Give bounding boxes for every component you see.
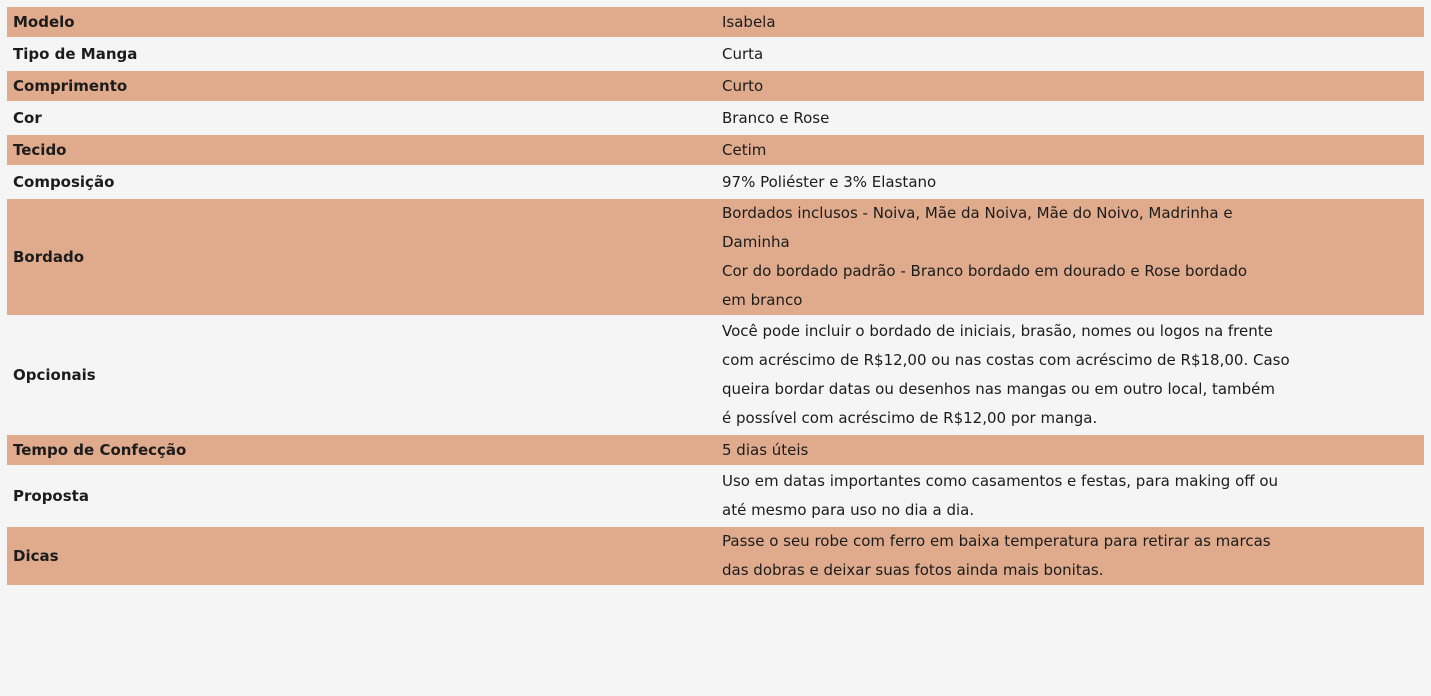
spec-value	[715, 39, 1424, 69]
spec-label: Tempo de Confecção	[7, 435, 715, 465]
spec-row-tipo-de-manga	[7, 39, 1424, 69]
spec-row-tecido	[7, 135, 1424, 165]
spec-row-composicao	[7, 167, 1424, 197]
spec-row-opcionais	[7, 317, 1424, 433]
spec-value-line: em branco	[722, 291, 803, 309]
spec-value-line: Você pode incluir o bordado de iniciais, brasão, nomes ou logos na frente	[722, 322, 1273, 340]
spec-value-line: Cor do bordado padrão - Branco bordado em dourado e Rose bordado	[722, 262, 1248, 280]
spec-value-line: Curta	[722, 44, 764, 63]
spec-label: Cor	[7, 103, 715, 133]
spec-value	[715, 467, 1424, 525]
spec-value-line: 97% Poliéster e 3% Elastano	[722, 172, 937, 191]
product-spec-table	[7, 5, 1424, 587]
spec-value-line: Daminha	[722, 233, 790, 251]
spec-value-line: 5 dias úteis	[722, 440, 809, 459]
spec-value	[715, 7, 1424, 37]
spec-label: Proposta	[7, 467, 715, 525]
spec-value-line: Curto	[722, 76, 764, 95]
spec-label: Tecido	[7, 135, 715, 165]
spec-label: Modelo	[7, 7, 715, 37]
spec-row-bordado	[7, 199, 1424, 315]
spec-value-line: das dobras e deixar suas fotos ainda mais bonitas.	[722, 561, 1104, 579]
spec-value	[715, 71, 1424, 101]
spec-value	[715, 527, 1424, 585]
spec-label: Opcionais	[7, 317, 715, 433]
spec-row-dicas	[7, 527, 1424, 585]
spec-value-line: é possível com acréscimo de R$12,00 por manga.	[722, 409, 1098, 427]
spec-row-comprimento	[7, 71, 1424, 101]
spec-label: Composição	[7, 167, 715, 197]
spec-value-line: Bordados inclusos - Noiva, Mãe da Noiva, Mãe do Noivo, Madrinha e	[722, 204, 1233, 222]
spec-value	[715, 135, 1424, 165]
spec-label: Comprimento	[7, 71, 715, 101]
spec-value-line: Branco e Rose	[722, 108, 830, 127]
spec-value	[715, 199, 1424, 315]
spec-value-line: Cetim	[722, 140, 767, 159]
spec-value-line: com acréscimo de R$12,00 ou nas costas com acréscimo de R$18,00. Caso	[722, 351, 1290, 369]
spec-value-line: queira bordar datas ou desenhos nas mangas ou em outro local, também	[722, 380, 1276, 398]
spec-label: Dicas	[7, 527, 715, 585]
spec-label: Tipo de Manga	[7, 39, 715, 69]
spec-value-line: Passe o seu robe com ferro em baixa temperatura para retirar as marcas	[722, 532, 1271, 550]
spec-label: Bordado	[7, 199, 715, 315]
spec-row-cor	[7, 103, 1424, 133]
spec-row-tempo-de-confeccao	[7, 435, 1424, 465]
spec-value	[715, 435, 1424, 465]
spec-value	[715, 317, 1424, 433]
spec-value-line: Isabela	[722, 12, 776, 31]
spec-value-line: até mesmo para uso no dia a dia.	[722, 501, 975, 519]
spec-value	[715, 167, 1424, 197]
spec-row-modelo	[7, 7, 1424, 37]
spec-value	[715, 103, 1424, 133]
spec-row-proposta	[7, 467, 1424, 525]
spec-value-line: Uso em datas importantes como casamentos e festas, para making off ou	[722, 472, 1279, 490]
spec-table-body	[7, 7, 1424, 585]
